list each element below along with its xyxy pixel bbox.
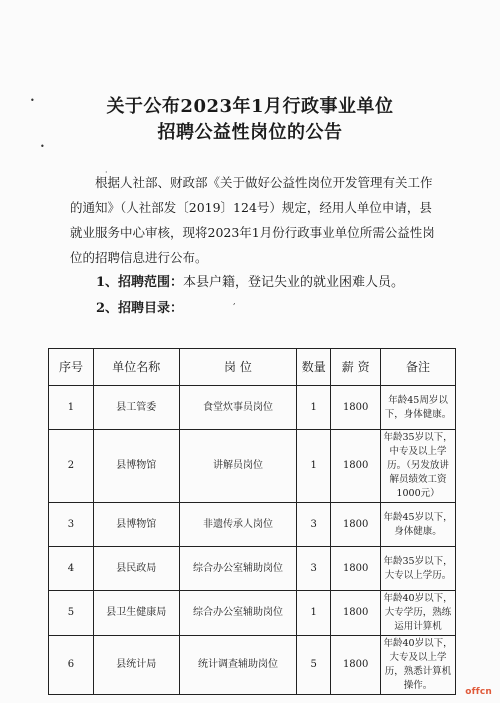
document-title-line-1: 关于公布2023年1月行政事业单位 xyxy=(106,96,394,117)
cell-unit: 县工管委 xyxy=(93,386,179,430)
cell-note: 年龄40岁以下，大专学历，熟练运用计算机 xyxy=(381,591,456,636)
table-row xyxy=(49,591,456,636)
offcn-watermark-logo: offcn xyxy=(465,687,492,697)
cell-unit: 县博物馆 xyxy=(93,503,179,547)
cell-count: 3 xyxy=(297,547,331,591)
cell-no: 4 xyxy=(49,547,94,591)
cell-no: 6 xyxy=(49,636,94,695)
cell-no: 2 xyxy=(49,430,94,503)
scan-speck: , xyxy=(233,297,236,306)
header-note: 备注 xyxy=(381,349,456,386)
header-post: 岗 位 xyxy=(179,349,297,386)
cell-salary: 1800 xyxy=(331,636,381,695)
cell-note: 年龄35岁以下，中专及以上学历。（另发放讲解员绩效工资1000元） xyxy=(381,430,456,503)
cell-note: 年龄40岁以下，大专及以上学历，熟悉计算机操作。 xyxy=(381,636,456,695)
positions-table xyxy=(48,348,456,695)
cell-no: 3 xyxy=(49,503,94,547)
table-row xyxy=(49,547,456,591)
cell-unit: 县民政局 xyxy=(93,547,179,591)
cell-salary: 1800 xyxy=(331,591,381,636)
recruit-scope-item xyxy=(96,271,404,290)
header-unit: 单位名称 xyxy=(93,349,179,386)
table-row xyxy=(49,636,456,695)
scan-speck: · xyxy=(105,168,108,177)
scan-speck: • xyxy=(40,142,45,151)
recruit-catalog-heading: 2、招聘目录： xyxy=(96,301,184,316)
table-header-row xyxy=(49,349,456,386)
cell-post: 综合办公室辅助岗位 xyxy=(179,547,297,591)
recruit-scope-heading: 1、招聘范围： xyxy=(96,275,184,290)
cell-post: 综合办公室辅助岗位 xyxy=(179,591,297,636)
scan-speck: • xyxy=(30,96,35,105)
cell-count: 1 xyxy=(297,386,331,430)
cell-salary: 1800 xyxy=(331,503,381,547)
cell-count: 3 xyxy=(297,503,331,547)
cell-unit: 县博物馆 xyxy=(93,430,179,503)
header-no: 序号 xyxy=(49,349,94,386)
recruit-scope-text: 本县户籍，登记失业的就业困难人员。 xyxy=(183,275,405,290)
cell-unit: 县卫生健康局 xyxy=(93,591,179,636)
cell-note: 年龄35岁以下，大专以上学历。 xyxy=(381,547,456,591)
header-salary: 薪 资 xyxy=(331,349,381,386)
document-title-line-2: 招聘公益性岗位的公告 xyxy=(157,122,343,143)
cell-note: 年龄45岁以下，身体健康。 xyxy=(381,503,456,547)
cell-salary: 1800 xyxy=(331,430,381,503)
cell-post: 统计调查辅助岗位 xyxy=(179,636,297,695)
table-row xyxy=(49,430,456,503)
cell-no: 1 xyxy=(49,386,94,430)
table-row xyxy=(49,503,456,547)
cell-post: 非遗传承人岗位 xyxy=(179,503,297,547)
cell-post: 食堂炊事员岗位 xyxy=(179,386,297,430)
cell-count: 1 xyxy=(297,430,331,503)
cell-post: 讲解员岗位 xyxy=(179,430,297,503)
cell-salary: 1800 xyxy=(331,386,381,430)
cell-count: 1 xyxy=(297,591,331,636)
cell-note: 年龄45周岁以下，身体健康。 xyxy=(381,386,456,430)
cell-count: 5 xyxy=(297,636,331,695)
cell-unit: 县统计局 xyxy=(93,636,179,695)
cell-no: 5 xyxy=(49,591,94,636)
intro-paragraph: 根据人社部、财政部《关于做好公益性岗位开发管理有关工作的通知》（人社部发〔2019〕124号）规定，经用人单位申请，县就业服务中心审核，现将2023年1月份行政事业单位所需公益性岗位的招聘信息进行公布。 xyxy=(70,175,435,265)
cell-salary: 1800 xyxy=(331,547,381,591)
table-row xyxy=(49,386,456,430)
header-count: 数量 xyxy=(297,349,331,386)
